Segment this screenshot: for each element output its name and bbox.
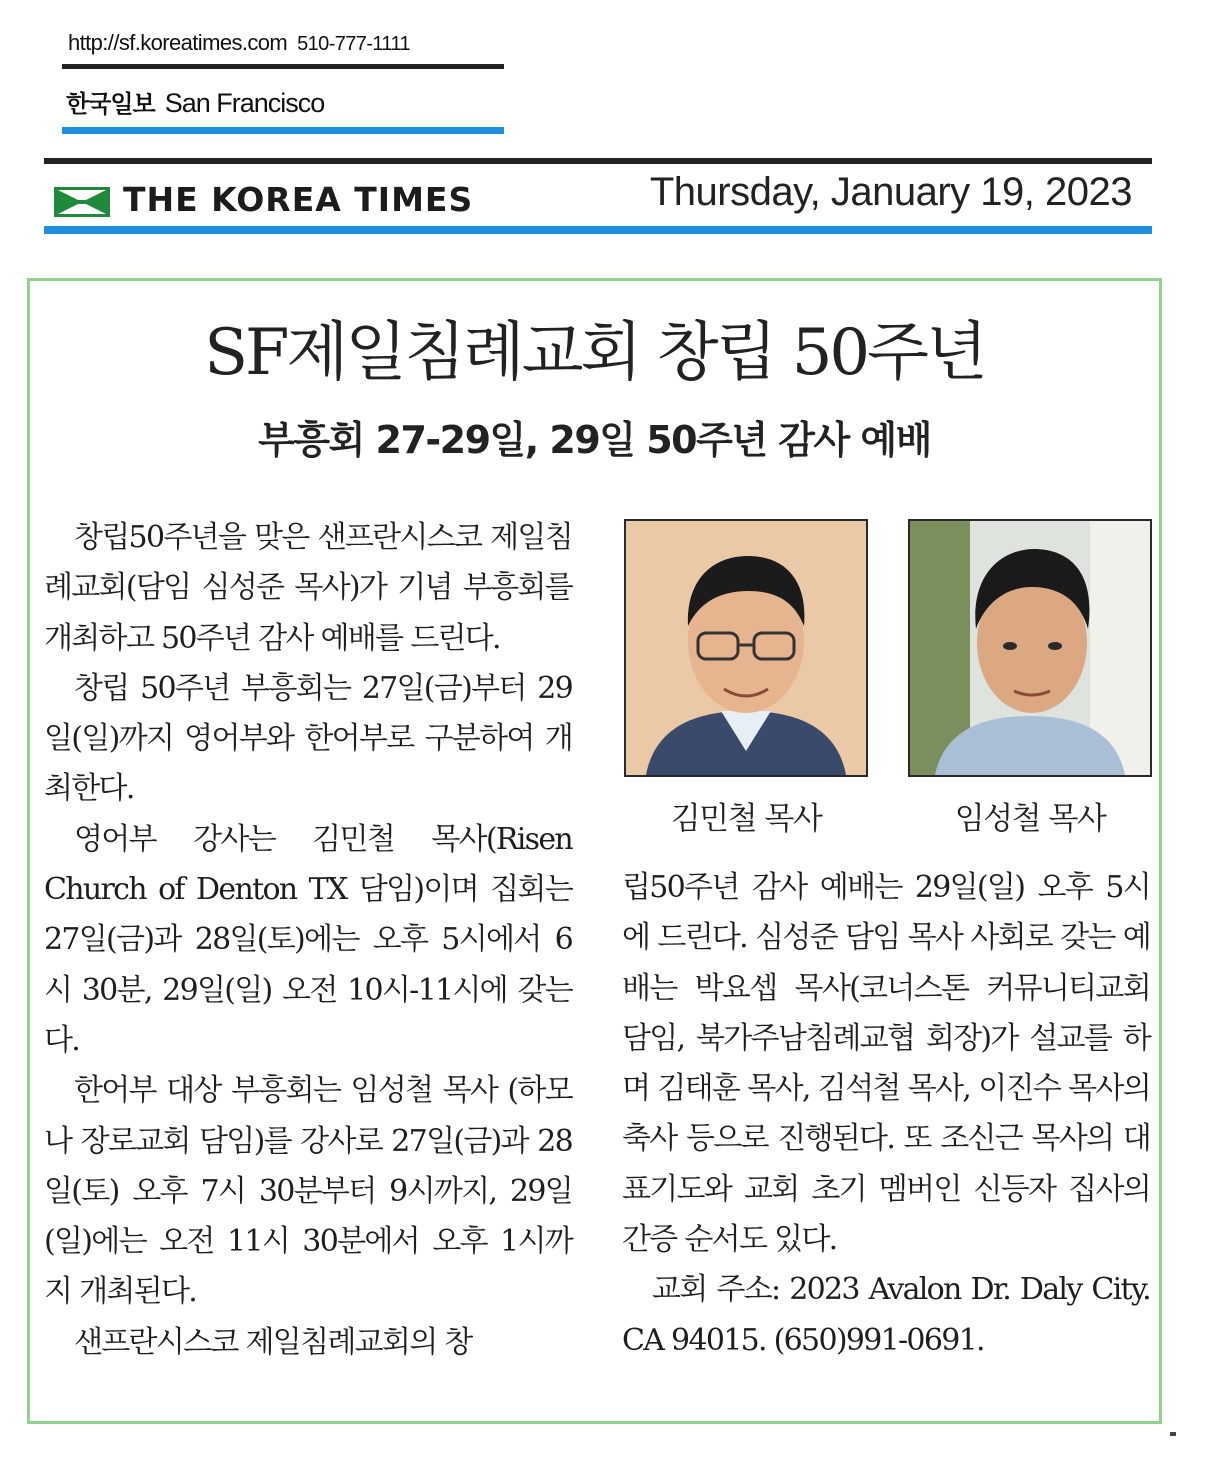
article-paragraph: 립50주년 감사 예배는 29일(일) 오후 5시에 드린다. 심성준 담임 목사 사회로 갖는 예배는 박요셉 목사(코너스톤 커뮤니티교회 담임, 북가주남침례교협 회장)가 설교를 하며 김태훈 목사, 김석철 목사, 이진수 목사의 축사 등으로 진행된다. 또 조신근 목사의 대표기도와 교회 초기 멤버인 신등자 집사의 간증 순서도 있다. <box>622 870 1150 1258</box>
header-rule <box>62 64 504 69</box>
photo-kim-mincheol <box>624 519 868 777</box>
photo-caption: 임성철 목사 <box>954 801 1106 837</box>
source-name <box>66 84 324 119</box>
article-paragraph: 샌프란시스코 제일침례교회의 창 <box>74 1324 472 1360</box>
source-url-line <box>68 30 410 56</box>
masthead-blue-rule <box>44 226 1152 234</box>
masthead-rule <box>44 158 1152 164</box>
article-column-right <box>622 863 1150 1366</box>
church-address: 교회 주소: 2023 Avalon Dr. Daly City. CA 94015. (650)991-0691. <box>622 1272 1150 1358</box>
header-blue-rule <box>62 127 504 134</box>
article-paragraph: 영어부 강사는 김민철 목사(Risen Church of Denton TX 담임)이며 집회는 27일(금)과 28일(토)에는 오후 5시에서 6시 30분, 29일(일) 오전 10시-11시에 갖는다. <box>44 821 572 1058</box>
article-subhead: 부흥회 27-29일, 29일 50주년 감사 예배 <box>258 418 931 462</box>
article-column-left <box>44 513 572 1368</box>
article-paragraph: 창립50주년을 맞은 샌프란시스코 제일침례교회(담임 심성준 목사)가 기념 부흥회를 개최하고 50주년 감사 예배를 드린다. <box>44 520 572 656</box>
paper-name: THE KOREA TIMES <box>123 180 474 219</box>
photo-caption: 김민철 목사 <box>670 801 822 837</box>
article-paragraph: 창립 50주년 부흥회는 27일(금)부터 29일(일)까지 영어부와 한어부로 구분하여 개최한다. <box>44 670 572 807</box>
scan-mark <box>1170 1432 1176 1436</box>
publication-date: Thursday, January 19, 2023 <box>649 170 1132 214</box>
photo-lim-seongcheol <box>908 519 1152 777</box>
source-name-city: San Francisco <box>164 88 325 118</box>
korea-times-logo-icon <box>54 187 110 217</box>
source-phone: 510-777-1111 <box>297 33 411 55</box>
source-url: http://sf.koreatimes.com <box>68 30 288 55</box>
article-box <box>27 278 1162 1424</box>
source-name-korean: 한국일보 <box>66 90 155 118</box>
article-headline: SF제일침례교회 창립 50주년 <box>204 316 985 390</box>
article-paragraph: 한어부 대상 부흥회는 임성철 목사 (하모나 장로교회 담임)를 강사로 27일(금)과 28일(토) 오후 7시 30분부터 9시까지, 29일(일)에는 오전 11시 30분에서 오후 1시까지 개최된다. <box>44 1073 572 1310</box>
